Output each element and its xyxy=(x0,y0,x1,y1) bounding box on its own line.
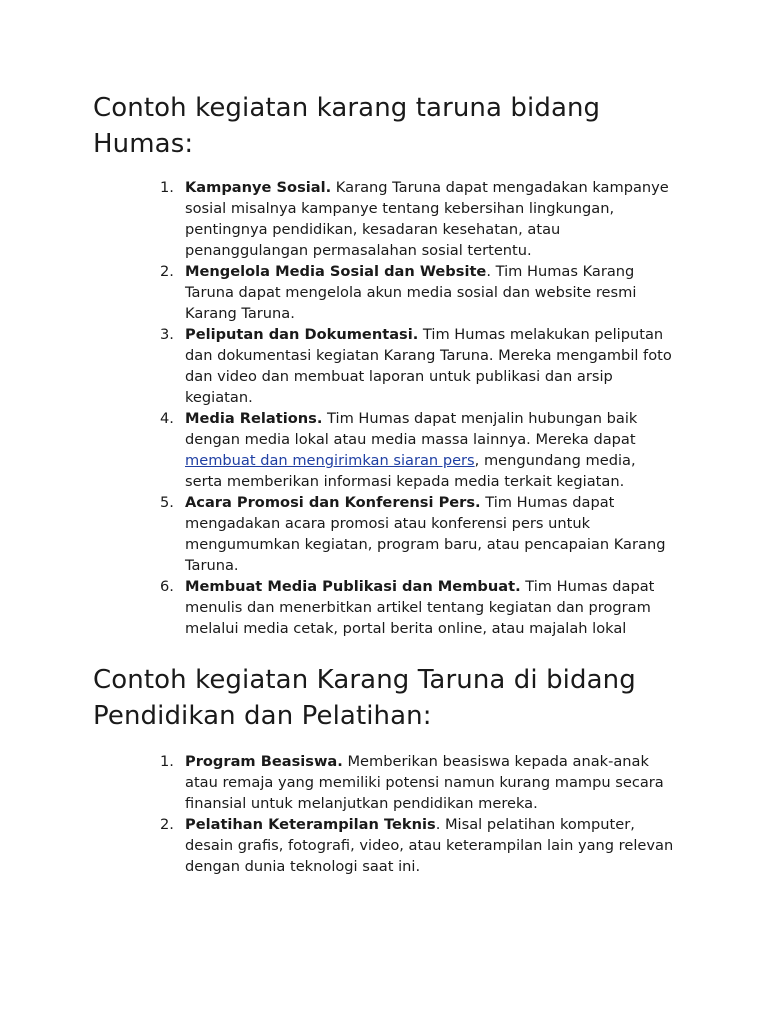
humas-activity-list xyxy=(150,177,675,639)
item-text: Tim Humas melakukan peliputan dan dokumentasi kegiatan Karang Taruna. Mereka mengambil foto dan video dan membuat laporan untuk publikasi dan arsip kegiatan. xyxy=(185,326,672,406)
item-term: Media Relations. xyxy=(185,410,323,427)
item-number: 2. xyxy=(160,816,174,833)
item-number: 3. xyxy=(160,326,174,343)
item-text-after: , mengundang media, serta memberikan informasi kepada media terkait kegiatan. xyxy=(185,452,636,490)
press-release-link[interactable]: membuat dan mengirimkan siaran pers xyxy=(185,452,475,469)
item-term: Program Beasiswa. xyxy=(185,753,343,770)
list-item xyxy=(150,492,675,576)
item-number: 1. xyxy=(160,753,174,770)
section-heading-humas: Contoh kegiatan karang taruna bidang Humas: xyxy=(93,93,601,159)
item-text: Tim Humas dapat menjalin hubungan baik dengan media lokal atau media massa lainnya. Mereka dapat xyxy=(185,410,638,448)
list-item xyxy=(150,751,675,814)
list-item xyxy=(150,408,675,492)
list-item xyxy=(150,324,675,408)
item-text: . Misal pelatihan komputer, desain grafis, fotografi, video, atau keterampilan lain yang relevan dengan dunia teknologi saat ini. xyxy=(185,816,674,875)
item-term: Acara Promosi dan Konferensi Pers. xyxy=(185,494,481,511)
item-text: Tim Humas dapat mengadakan acara promosi atau konferensi pers untuk mengumumkan kegiatan, program baru, atau pencapaian Karang Taruna. xyxy=(185,494,666,574)
item-number: 5. xyxy=(160,494,174,511)
list-item xyxy=(150,261,675,324)
item-term: Pelatihan Keterampilan Teknis xyxy=(185,816,436,833)
item-text: . Tim Humas Karang Taruna dapat mengelola akun media sosial dan website resmi Karang Taruna. xyxy=(185,263,637,322)
item-number: 2. xyxy=(160,263,174,280)
list-item xyxy=(150,576,675,639)
pendidikan-activity-list xyxy=(150,751,675,877)
item-term: Kampanye Sosial. xyxy=(185,179,332,196)
list-item xyxy=(150,814,675,877)
item-term: Mengelola Media Sosial dan Website xyxy=(185,263,487,280)
section-heading-pendidikan: Contoh kegiatan Karang Taruna di bidang Pendidikan dan Pelatihan: xyxy=(93,665,636,731)
item-text: Memberikan beasiswa kepada anak-anak atau remaja yang memiliki potensi namun kurang mampu secara finansial untuk melanjutkan pendidikan mereka. xyxy=(185,753,664,812)
item-text: Tim Humas dapat menulis dan menerbitkan artikel tentang kegiatan dan program melalui media cetak, portal berita online, atau majalah lokal xyxy=(185,578,655,637)
item-text: Karang Taruna dapat mengadakan kampanye sosial misalnya kampanye tentang kebersihan lingkungan, pentingnya pendidikan, kesadaran kesehatan, atau penanggulangan permasalahan sosial tertentu. xyxy=(185,179,669,259)
item-number: 6. xyxy=(160,578,174,595)
item-term: Membuat Media Publikasi dan Membuat. xyxy=(185,578,521,595)
item-number: 1. xyxy=(160,179,174,196)
list-item xyxy=(150,177,675,261)
item-term: Peliputan dan Dokumentasi. xyxy=(185,326,419,343)
item-number: 4. xyxy=(160,410,174,427)
